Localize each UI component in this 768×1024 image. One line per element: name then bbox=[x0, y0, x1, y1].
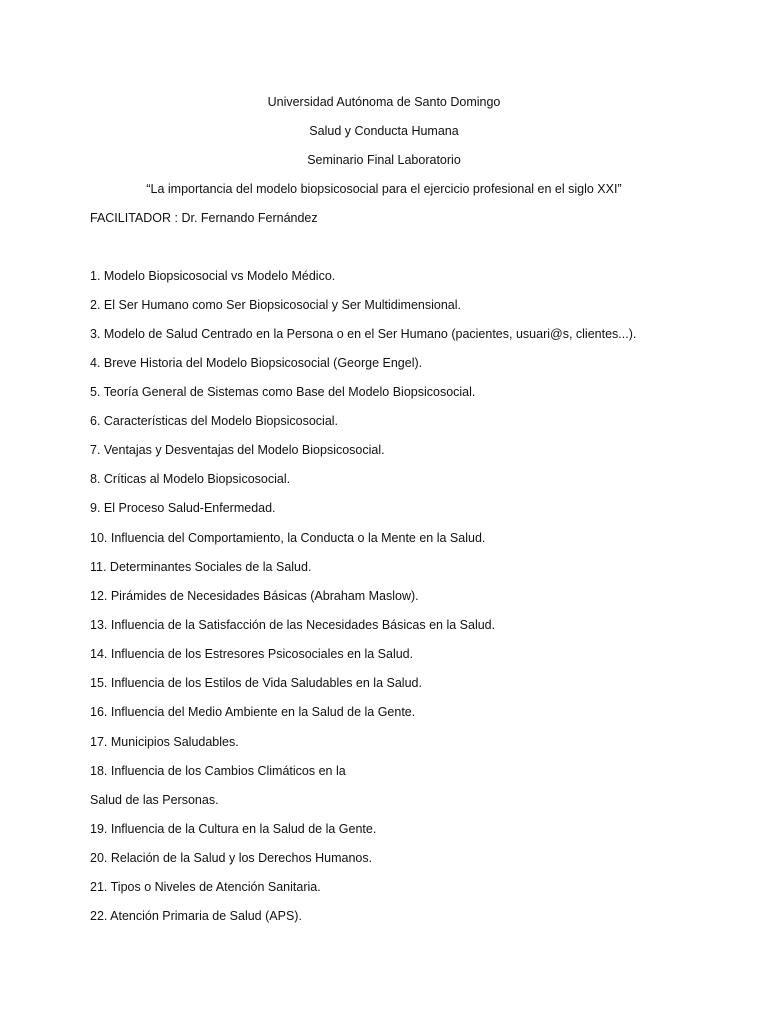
list-item: 8. Críticas al Modelo Biopsicosocial. bbox=[90, 472, 291, 486]
list-item: 11. Determinantes Sociales de la Salud. bbox=[90, 560, 312, 574]
list-item: 6. Características del Modelo Biopsicosocial. bbox=[90, 414, 339, 428]
list-item: 20. Relación de la Salud y los Derechos Humanos. bbox=[90, 851, 373, 865]
list-item: 16. Influencia del Medio Ambiente en la Salud de la Gente. bbox=[90, 705, 416, 719]
list-item: 7. Ventajas y Desventajas del Modelo Biopsicosocial. bbox=[90, 443, 385, 457]
list-item: 3. Modelo de Salud Centrado en la Persona o en el Ser Humano (pacientes, usuari@s, clientes...). bbox=[90, 327, 637, 341]
list-item: 1. Modelo Biopsicosocial vs Modelo Médico. bbox=[90, 269, 336, 283]
list-item-continuation: Salud de las Personas. bbox=[90, 793, 219, 807]
facilitator-line: FACILITADOR : Dr. Fernando Fernández bbox=[90, 211, 318, 225]
list-item: 19. Influencia de la Cultura en la Salud de la Gente. bbox=[90, 822, 377, 836]
topic-heading: “La importancia del modelo biopsicosocial para el ejercicio profesional en el siglo XXI” bbox=[146, 182, 622, 196]
list-item: 14. Influencia de los Estresores Psicosociales en la Salud. bbox=[90, 647, 414, 661]
list-item: 9. El Proceso Salud-Enfermedad. bbox=[90, 501, 276, 515]
list-item: 17. Municipios Saludables. bbox=[90, 735, 239, 749]
university-heading: Universidad Autónoma de Santo Domingo bbox=[267, 95, 501, 109]
list-item: 21. Tipos o Niveles de Atención Sanitaria. bbox=[90, 880, 321, 894]
seminar-heading: Seminario Final Laboratorio bbox=[307, 153, 461, 167]
list-item: 22. Atención Primaria de Salud (APS). bbox=[90, 909, 302, 923]
list-item: 10. Influencia del Comportamiento, la Conducta o la Mente en la Salud. bbox=[90, 531, 486, 545]
course-heading: Salud y Conducta Humana bbox=[309, 124, 459, 138]
list-item: 12. Pirámides de Necesidades Básicas (Abraham Maslow). bbox=[90, 589, 419, 603]
list-item: 2. El Ser Humano como Ser Biopsicosocial y Ser Multidimensional. bbox=[90, 298, 461, 312]
list-item: 15. Influencia de los Estilos de Vida Saludables en la Salud. bbox=[90, 676, 422, 690]
list-item: 4. Breve Historia del Modelo Biopsicosocial (George Engel). bbox=[90, 356, 423, 370]
list-item: 18. Influencia de los Cambios Climáticos en la bbox=[90, 764, 346, 778]
list-item: 13. Influencia de la Satisfacción de las Necesidades Básicas en la Salud. bbox=[90, 618, 496, 632]
list-item: 5. Teoría General de Sistemas como Base del Modelo Biopsicosocial. bbox=[90, 385, 476, 399]
